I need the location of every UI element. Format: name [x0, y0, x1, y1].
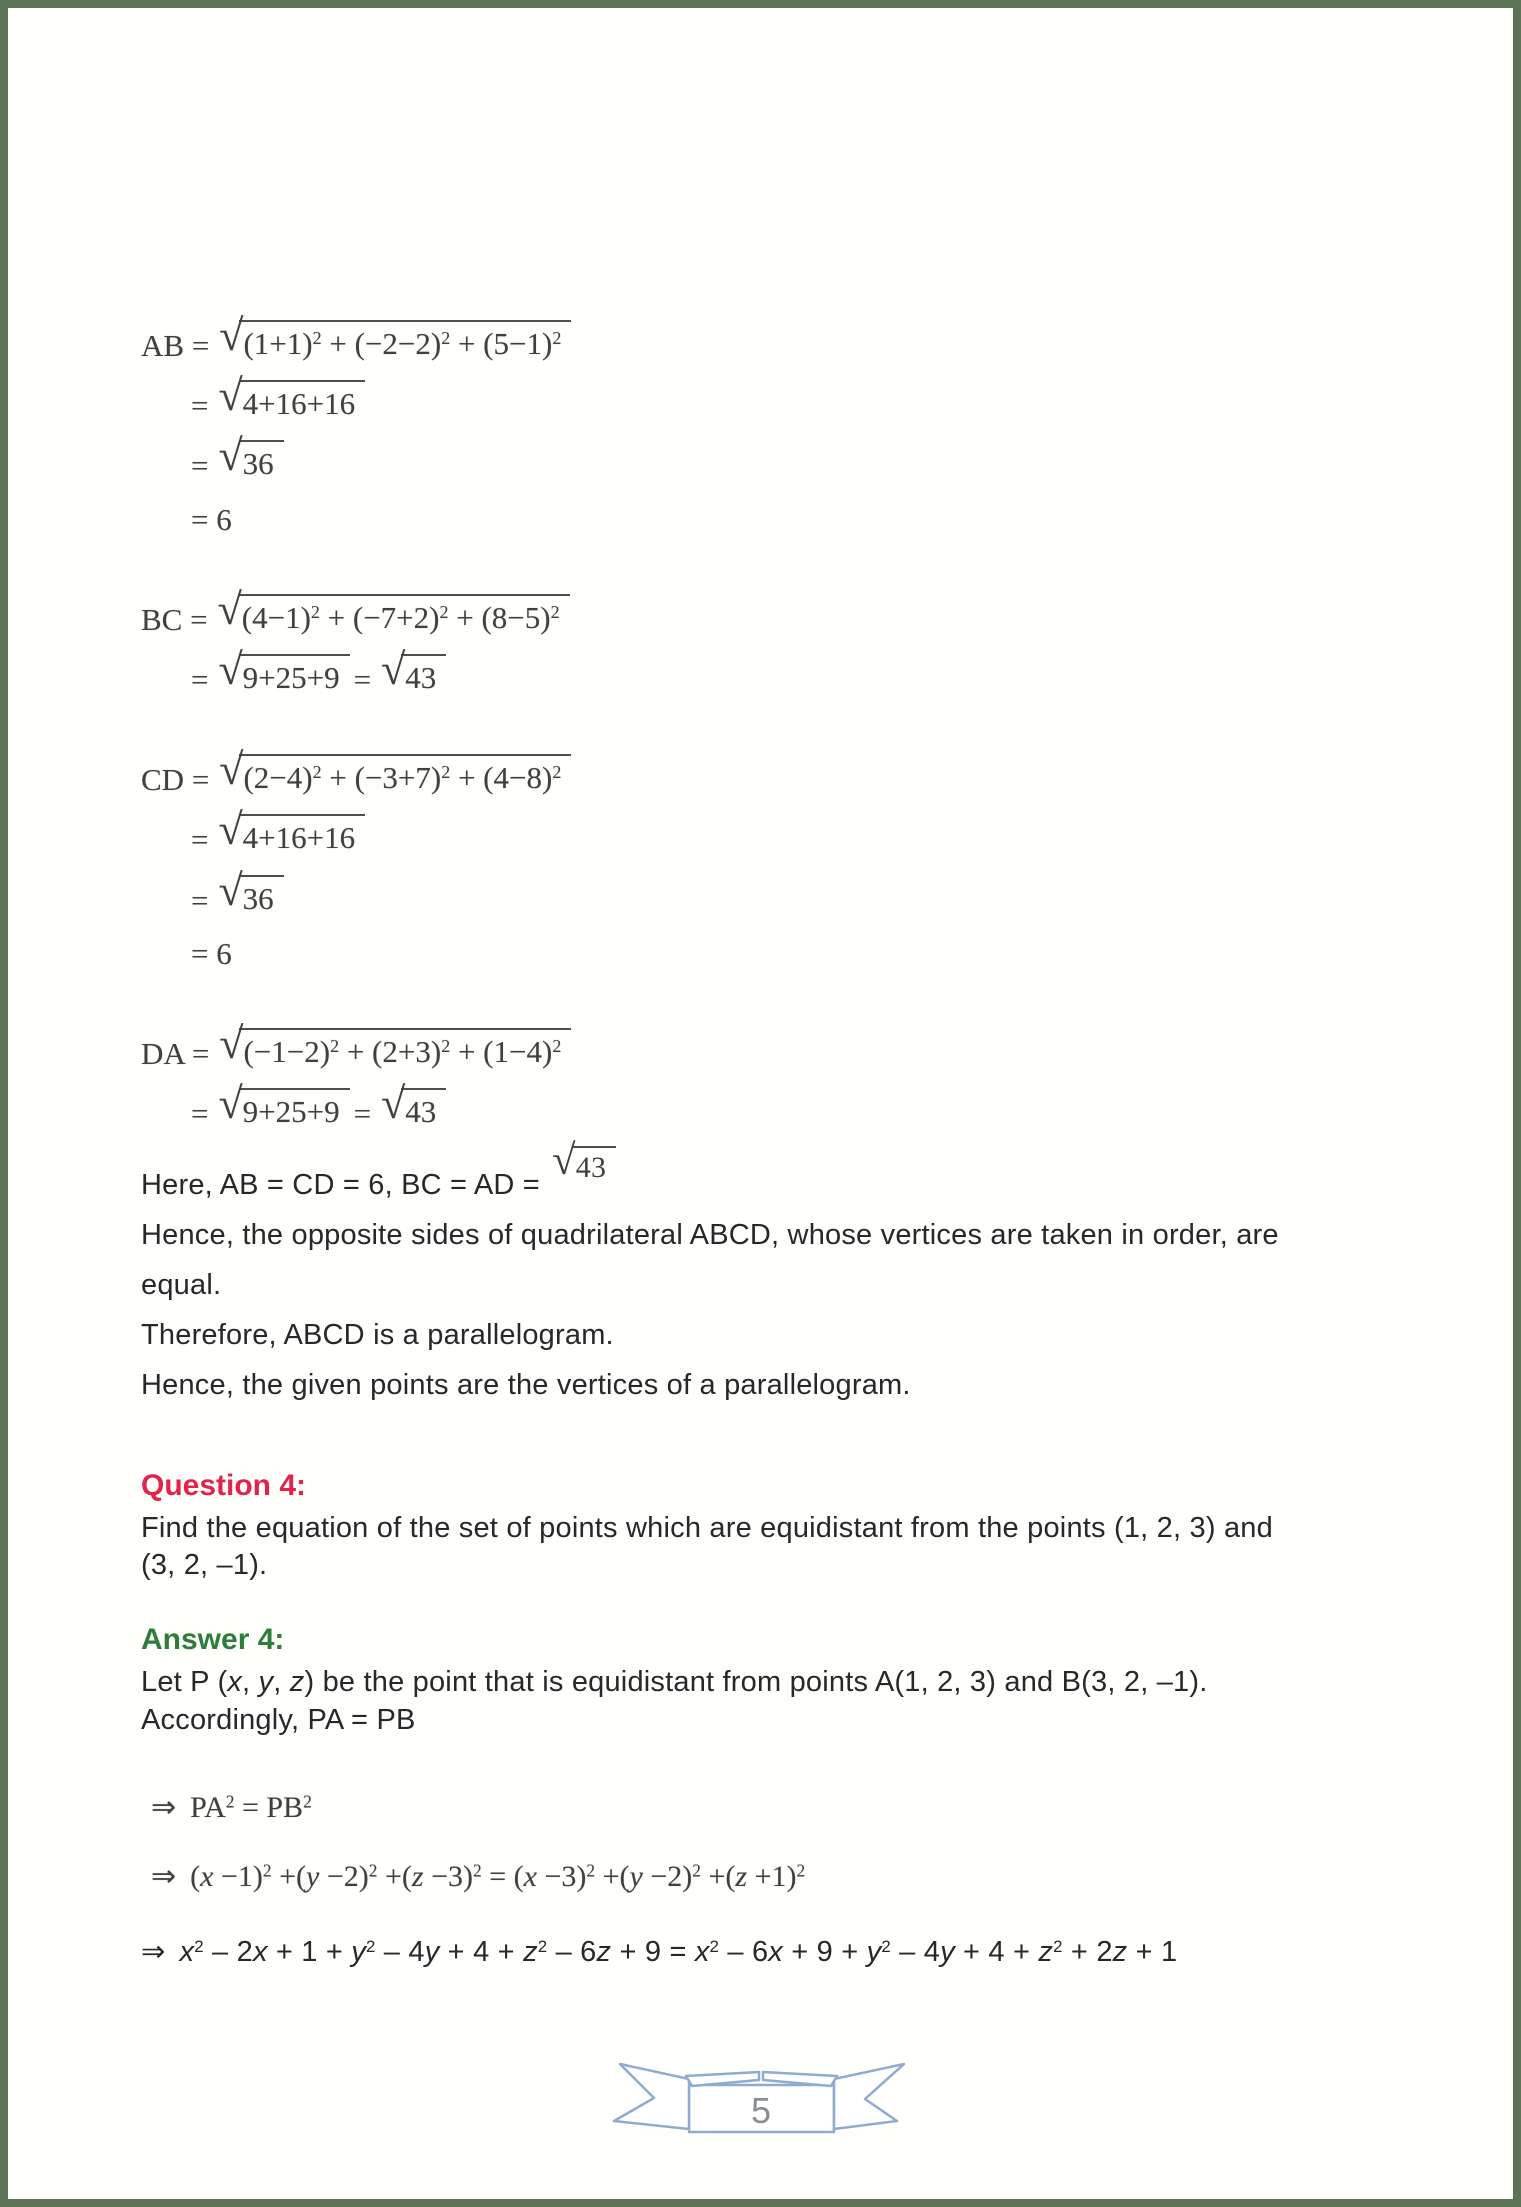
square-root: √ 9+25+9 [218, 1088, 349, 1132]
radical-icon: √ [219, 310, 244, 360]
radical-icon: √ [218, 1078, 243, 1128]
sqrt-43-inline [548, 1137, 620, 1201]
radical-icon: √ [219, 1018, 244, 1068]
radical-icon: √ [218, 431, 243, 481]
text-line: Find the equation of the set of points which are equidistant from the points (1, 2, 3) and [141, 1511, 1273, 1544]
page-number: 5 [750, 2090, 771, 2131]
here-summary-line [141, 1137, 1408, 1211]
square-root: √ $(1+1)^2 + (-2-2)^2 + (5-1)^2$ [219, 320, 571, 364]
equation-line: = √ 4+16+16 [141, 814, 1408, 858]
answer-4-text [141, 1665, 1408, 1738]
page-number-ribbon [610, 2059, 912, 2143]
ribbon-right-flag [834, 2064, 904, 2129]
equation-da [141, 1018, 1408, 1132]
text-line: (3, 2, –1). [141, 1549, 268, 1581]
paragraph-conclusion: Hence, the given points are the vertices of a parallelogram. [141, 1368, 911, 1401]
radical-icon: √ [381, 1078, 406, 1128]
implication-body: $(x -1)^2 +(y -2)^2 +(z -3)^2 = (x -3)^2 +(y -2)^2 +(z +1)^2$ [190, 1860, 806, 1894]
ribbon-icon [610, 2059, 912, 2143]
square-root: √ 36 [218, 440, 283, 484]
implication-body: $PA^2 = PB^2$ [190, 1791, 312, 1825]
square-root: √ 9+25+9 [218, 654, 349, 698]
paragraph-opposite-sides-1: Hence, the opposite sides of quadrilateral ABCD, whose vertices are taken in order, are [141, 1219, 1279, 1252]
equation-line: = √ 9+25+9 = √ 43 [141, 654, 1408, 698]
square-root: √ 4+16+16 [218, 814, 365, 858]
square-root: √ $(4-1)^2 + (-7+2)^2 + (8-5)^2$ [218, 594, 570, 638]
answer-4-section [141, 1623, 1408, 1738]
radical-icon: √ [217, 584, 242, 634]
radical-icon: √ [218, 865, 243, 915]
radical-icon: √ [552, 1137, 576, 1185]
equation-line: BC = √ $(4-1)^2 + (-7+2)^2 + (8-5)^2$ [141, 594, 1408, 638]
text-line: Let P (x, y, z) be the point that is equidistant from points A(1, 2, 3) and B(3, 2, –1). [141, 1666, 1208, 1699]
question-4-heading: Question 4: [141, 1468, 307, 1502]
radical-icon: √ [218, 371, 243, 421]
square-root: √ 36 [218, 875, 283, 919]
equation-cd [141, 744, 1408, 972]
radical-icon: √ [219, 744, 244, 794]
equation-line: = √ 4+16+16 [141, 380, 1408, 424]
text-line: Accordingly, PA = PB [141, 1703, 416, 1736]
radical-icon: √ [218, 644, 243, 694]
paragraph-opposite-sides-2: equal. [141, 1269, 222, 1301]
ribbon-left-flag [614, 2064, 689, 2129]
square-root: √ $(2-4)^2 + (-3+7)^2 + (4-8)^2$ [219, 754, 571, 798]
equation-line: = √ 36 [141, 440, 1408, 484]
equation-ab [141, 310, 1408, 538]
equation-line: = 6 [191, 935, 232, 971]
implies-icon: ⇒ [141, 1936, 166, 1969]
answer-4-heading: Answer 4: [141, 1623, 285, 1657]
conclusion-paragraphs [141, 1137, 1408, 1410]
equation-line: AB = √ $(1+1)^2 + (-2-2)^2 + (5-1)^2$ [141, 320, 1408, 364]
equation-line: DA = √ $(-1-2)^2 + (2+3)^2 + (1-4)^2$ [141, 1028, 1408, 1072]
square-root: √ $(-1-2)^2 + (2+3)^2 + (1-4)^2$ [219, 1028, 571, 1072]
square-root: √ 43 [381, 654, 446, 698]
square-root: √ 4+16+16 [218, 380, 365, 424]
equation-bc [141, 584, 1408, 698]
radical-icon: √ [218, 805, 243, 855]
implies-icon: ⇒ [151, 1791, 177, 1825]
radical-icon: √ [381, 644, 406, 694]
paragraph-therefore: Therefore, ABCD is a parallelogram. [141, 1318, 614, 1351]
page-content [141, 310, 1408, 1969]
equation-line: = √ 36 [141, 875, 1408, 919]
implication-pa-pb [151, 1790, 1408, 1825]
equation-line: = 6 [191, 501, 232, 537]
implication-body: $x^2 - 2x + 1 + y^2 - 4y + 4 + z^2 - 6z + 9 = x^2 - 6x + 9 + y^2 - 4y + 4 + z^2 + 2z + 1$ [179, 1936, 1178, 1969]
question-4-section [141, 1469, 1408, 1584]
implication-polynomial [141, 1934, 1408, 1969]
square-root: √ 43 [552, 1146, 616, 1189]
here-summary-text: Here, AB = CD = 6, BC = AD = [141, 1169, 540, 1202]
implies-icon: ⇒ [151, 1860, 177, 1894]
equation-line: = √ 9+25+9 = √ 43 [141, 1088, 1408, 1132]
question-4-text [141, 1511, 1408, 1584]
equation-line: CD = √ $(2-4)^2 + (-3+7)^2 + (4-8)^2$ [141, 754, 1408, 798]
square-root: √ 43 [381, 1088, 446, 1132]
implication-expanded-squares [151, 1859, 1408, 1894]
